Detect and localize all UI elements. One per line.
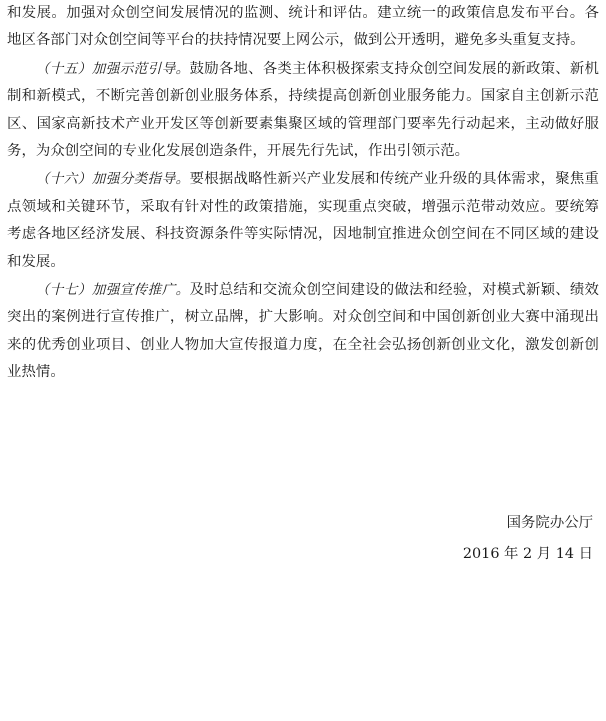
document-page [7, 0, 599, 387]
section-title-15: 加强示范引导。 [91, 60, 190, 77]
section-paragraph-15 [7, 56, 599, 166]
opening-paragraph: 和发展。加强对众创空间发展情况的监测、统计和评估。建立统一的政策信息发布平台。各地区各部门对众创空间等平台的扶持情况要上网公示，做到公开透明，避免多头重复支持。 [7, 5, 599, 49]
section-title-16: 加强分类指导。 [91, 171, 190, 188]
section-body-15: 鼓励各地、各类主体积极探索支持众创空间发展的新政策、新机制和新模式，不断完善创新创业服务体系，持续提高创新创业服务能力。国家自主创新示范区、国家高新技术产业开发区等创新要素集聚区域的管理部门要率先行动起来，主动做好服务，为众创空间的专业化发展创造条件，开展先行先试，作出引领示范。 [7, 60, 600, 160]
section-paragraph-17 [7, 277, 599, 387]
signature-block [463, 508, 593, 570]
section-body-16: 要根据战略性新兴产业发展和传统产业升级的具体需求，聚焦重点领域和关键环节，采取有针对性的政策措施，实现重点突破，增强示范带动效应。要统筹考虑各地区经济发展、科技资源条件等实际情况，因地制宜推进众创空间在不同区域的建设和发展。 [7, 171, 600, 270]
issue-date: 2016 年 2 月 14 日 [462, 546, 593, 562]
section-heading-17 [36, 282, 190, 298]
section-number-16: （十六） [35, 171, 92, 188]
section-body-17: 及时总结和交流众创空间建设的做法和经验，对模式新颖、绩效突出的案例进行宣传推广，树立品牌，扩大影响。对众创空间和中国创新创业大赛中涌现出来的优秀创业项目、创业人物加大宣传报道力度，在全社会弘扬创新创业文化，激发创新创业热情。 [7, 282, 600, 381]
issuer-name: 国务院办公厅 [506, 515, 593, 531]
section-paragraph-16 [7, 166, 599, 276]
section-number-15: （十五） [35, 60, 92, 77]
section-title-17: 加强宣传推广。 [91, 282, 190, 299]
section-heading-15 [36, 61, 190, 77]
section-number-17: （十七） [35, 282, 92, 299]
section-heading-16 [36, 171, 190, 187]
